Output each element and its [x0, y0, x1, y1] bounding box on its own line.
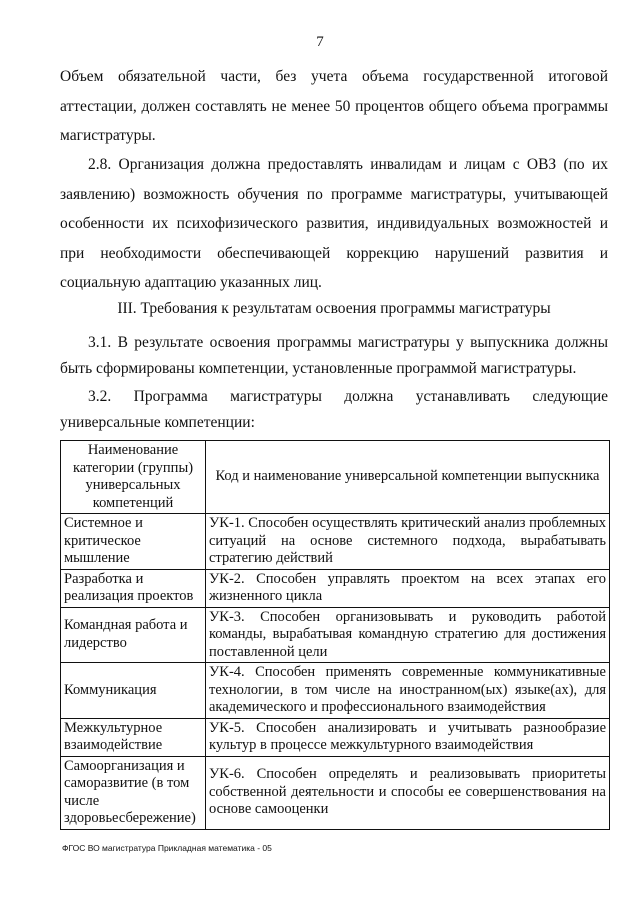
- category-cell: Самоорганизация и саморазвитие (в том числе здоровьесбережение): [61, 756, 206, 829]
- category-cell: Разработка и реализация проектов: [61, 569, 206, 607]
- table-header-row: [61, 441, 610, 514]
- competence-cell: УК-3. Способен организовывать и руководить работой команды, вырабатывая командную стратегию для достижения поставленной цели: [206, 607, 610, 663]
- paragraph-3-2: 3.2. Программа магистратуры должна устанавливать следующие универсальные компетенции:: [60, 388, 608, 431]
- section-heading: III. Требования к результатам освоения программы магистратуры: [117, 300, 551, 317]
- header-category: Наименование категории (группы) универсальных компетенций: [61, 441, 206, 514]
- table-row: [61, 756, 610, 829]
- competence-cell: УК-5. Способен анализировать и учитывать разнообразие культур в процессе межкультурного взаимодействия: [206, 718, 610, 756]
- category-cell: Коммуникация: [61, 663, 206, 719]
- table-row: [61, 607, 610, 663]
- competence-cell: УК-2. Способен управлять проектом на всех этапах его жизненного цикла: [206, 569, 610, 607]
- table-row: [61, 663, 610, 719]
- competence-cell: УК-1. Способен осуществлять критический анализ проблемных ситуаций на основе системного подхода, вырабатывать стратегию действий: [206, 514, 610, 570]
- category-cell: Системное и критическое мышление: [61, 514, 206, 570]
- footer-note: ФГОС ВО магистратура Прикладная математика - 05: [62, 843, 272, 853]
- paragraph-3-1: 3.1. В результате освоения программы магистратуры у выпускника должны быть сформированы компетенции, установленные программой магистратуры.: [60, 334, 608, 377]
- table-row: [61, 514, 610, 570]
- page-number: 7: [316, 34, 324, 50]
- table-row: [61, 569, 610, 607]
- paragraph-2-8: 2.8. Организация должна предоставлять инвалидам и лицам с ОВЗ (по их заявлению) возможность обучения по программе магистратуры, учитывающей особенности их психофизического развития, индивидуальных возможностей и при необходимости обеспечивающей коррекцию нарушений развития и социальную адаптацию указанных лиц.: [60, 156, 608, 291]
- header-competence: Код и наименование универсальной компетенции выпускника: [206, 441, 610, 514]
- competence-cell: УК-4. Способен применять современные коммуникативные технологии, в том числе на иностранном(ых) языке(ах), для академического и профессионального взаимодействия: [206, 663, 610, 719]
- category-cell: Межкультурное взаимодействие: [61, 718, 206, 756]
- paragraph-mandatory-part: Объем обязательной части, без учета объема государственной итоговой аттестации, должен составлять не менее 50 процентов общего объема программы магистратуры.: [60, 68, 608, 144]
- table-row: [61, 718, 610, 756]
- category-cell: Командная работа и лидерство: [61, 607, 206, 663]
- competencies-table: [60, 440, 610, 830]
- competence-cell: УК-6. Способен определять и реализовывать приоритеты собственной деятельности и способы ее совершенствования на основе самооценки: [206, 756, 610, 829]
